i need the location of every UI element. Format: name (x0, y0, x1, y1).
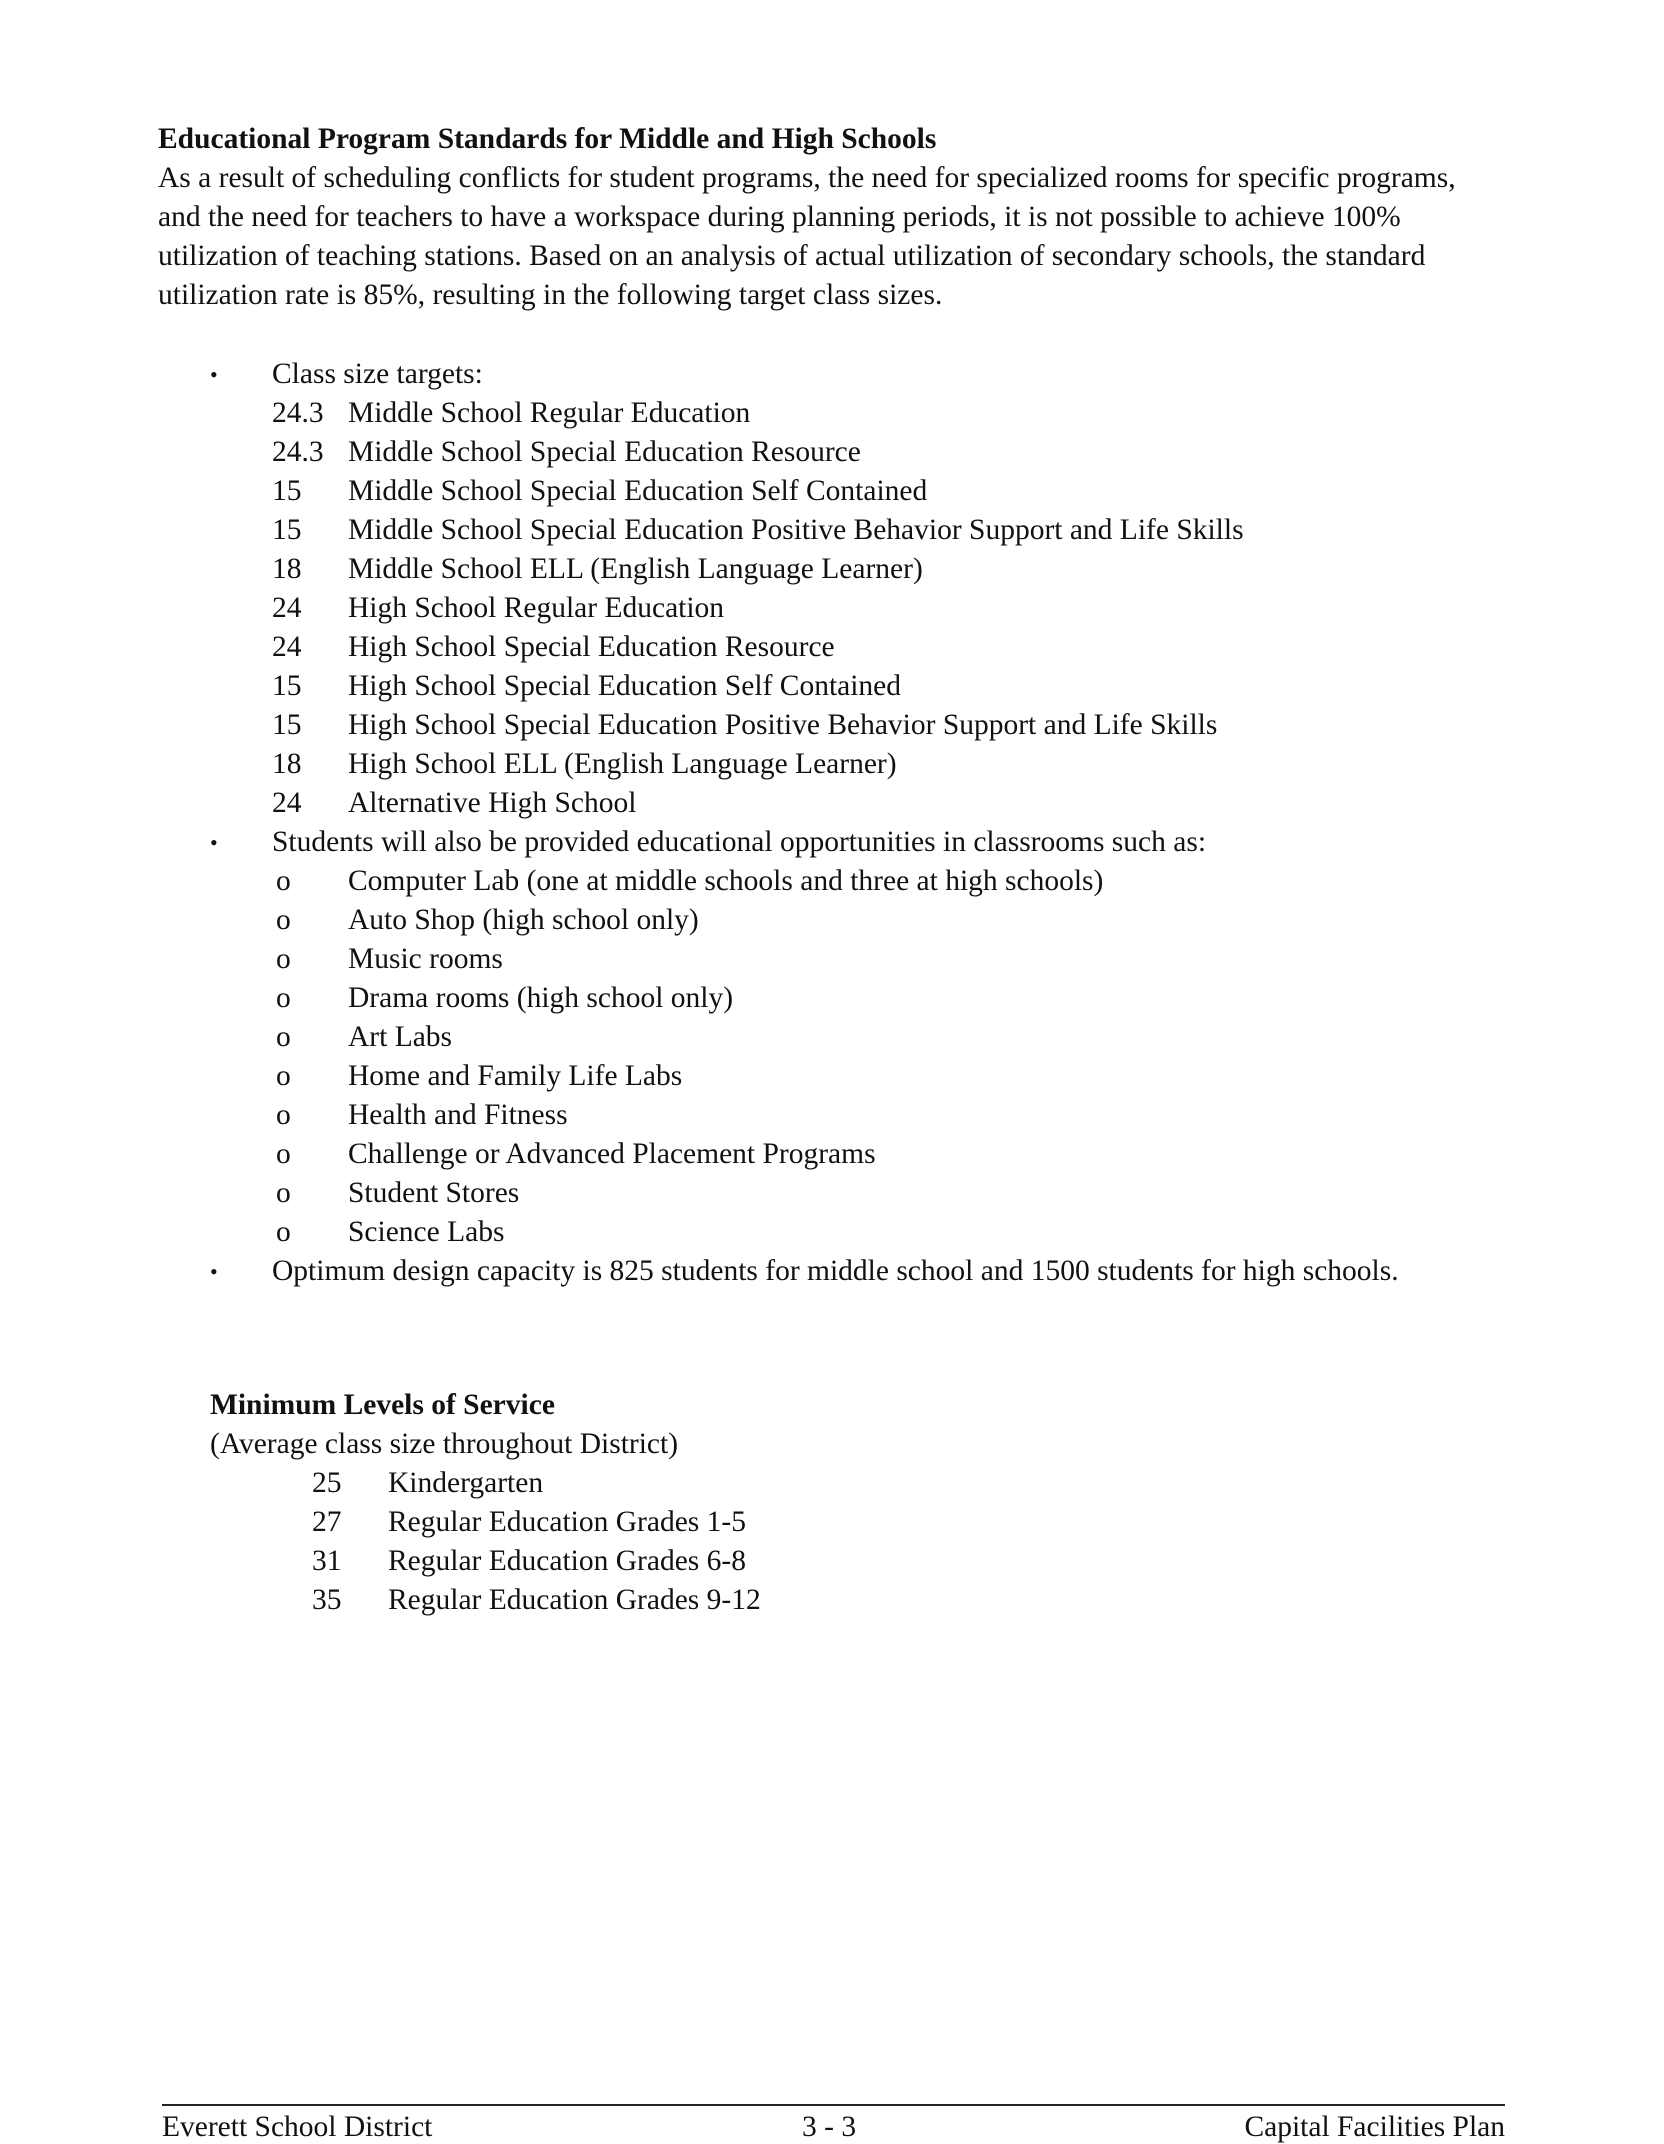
section-heading-program-standards: Educational Program Standards for Middle and High Schools (158, 123, 937, 155)
target-row (272, 706, 1498, 745)
classroom-label: Drama rooms (high school only) (348, 982, 734, 1014)
target-label: Middle School Regular Education (348, 397, 751, 429)
classroom-label: Health and Fitness (348, 1099, 568, 1131)
bullet-text: Students will also be provided educational opportunities in classrooms such as: (272, 826, 1207, 858)
service-number: 35 (312, 1584, 342, 1616)
target-row (272, 472, 1498, 511)
classroom-label: Student Stores (348, 1177, 520, 1209)
target-number: 24.3 (272, 397, 324, 429)
bullet-classrooms (158, 823, 1498, 1252)
target-number: 24 (272, 592, 302, 624)
sub-bullet-marker: o (276, 1099, 291, 1131)
target-number: 15 (272, 514, 302, 546)
target-label: Middle School ELL (English Language Learner) (348, 553, 923, 585)
target-number: 24 (272, 631, 302, 663)
section-subheading: (Average class size throughout District) (210, 1428, 679, 1460)
service-level-list (210, 1464, 1498, 1620)
classroom-label: Home and Family Life Labs (348, 1060, 683, 1092)
bullet-text: Optimum design capacity is 825 students for middle school and 1500 students for high schools. (272, 1255, 1399, 1287)
target-number: 18 (272, 748, 302, 780)
target-number: 24.3 (272, 436, 324, 468)
class-size-target-list (272, 394, 1498, 823)
list-item (272, 901, 1498, 940)
list-item (272, 1018, 1498, 1057)
list-item (312, 1581, 1498, 1620)
target-label: Middle School Special Education Positive Behavior Support and Life Skills (348, 514, 1244, 546)
service-label: Regular Education Grades 1-5 (388, 1506, 746, 1538)
classroom-label: Computer Lab (one at middle schools and three at high schools) (348, 865, 1104, 897)
bullet-list (158, 355, 1498, 1291)
list-item (312, 1542, 1498, 1581)
target-label: Middle School Special Education Resource (348, 436, 861, 468)
sub-bullet-marker: o (276, 1216, 291, 1248)
target-label: High School Regular Education (348, 592, 725, 624)
sub-bullet-marker: o (276, 943, 291, 975)
intro-paragraph: As a result of scheduling conflicts for student programs, the need for specialized rooms for specific programs, and the need for teachers to have a workspace during planning periods, it is not possible to achieve 100% utilization of teaching stations. Based on an analysis of actual utilization of secondary schools, the standard utilization rate is 85%, resulting in the following target class sizes. (158, 162, 1456, 311)
list-item (312, 1503, 1498, 1542)
service-number: 31 (312, 1545, 342, 1577)
target-row (272, 433, 1498, 472)
classroom-list (272, 862, 1498, 1252)
page-footer (162, 2104, 1505, 2144)
target-label: High School ELL (English Language Learner) (348, 748, 897, 780)
sub-bullet-marker: o (276, 904, 291, 936)
target-row (272, 589, 1498, 628)
target-number: 15 (272, 709, 302, 741)
list-item (272, 1057, 1498, 1096)
page-number: 3 - 3 (802, 2111, 857, 2143)
target-number: 18 (272, 553, 302, 585)
sub-bullet-marker: o (276, 865, 291, 897)
target-label: High School Special Education Resource (348, 631, 835, 663)
section-heading-minimum-levels: Minimum Levels of Service (210, 1389, 555, 1421)
target-row (272, 784, 1498, 823)
target-label: Alternative High School (348, 787, 637, 819)
bullet-marker: • (210, 362, 218, 387)
bullet-marker: • (210, 1259, 218, 1284)
page-content (158, 120, 1498, 1620)
service-number: 25 (312, 1467, 342, 1499)
list-item (272, 1096, 1498, 1135)
target-row (272, 550, 1498, 589)
sub-bullet-marker: o (276, 982, 291, 1014)
footer-left: Everett School District (162, 2111, 433, 2143)
service-label: Regular Education Grades 6-8 (388, 1545, 746, 1577)
target-number: 24 (272, 787, 302, 819)
target-row (272, 394, 1498, 433)
target-row (272, 667, 1498, 706)
sub-bullet-marker: o (276, 1060, 291, 1092)
sub-bullet-marker: o (276, 1138, 291, 1170)
classroom-label: Art Labs (348, 1021, 453, 1053)
list-item (272, 940, 1498, 979)
list-item (272, 1135, 1498, 1174)
list-item (272, 1174, 1498, 1213)
target-row (272, 511, 1498, 550)
classroom-label: Auto Shop (high school only) (348, 904, 699, 936)
target-label: High School Special Education Positive Behavior Support and Life Skills (348, 709, 1218, 741)
classroom-label: Science Labs (348, 1216, 505, 1248)
service-label: Regular Education Grades 9-12 (388, 1584, 761, 1616)
classroom-label: Music rooms (348, 943, 503, 975)
list-item (312, 1464, 1498, 1503)
bullet-design-capacity (158, 1252, 1498, 1291)
bullet-class-size-targets (158, 355, 1498, 823)
sub-bullet-marker: o (276, 1021, 291, 1053)
service-label: Kindergarten (388, 1467, 544, 1499)
target-label: High School Special Education Self Contained (348, 670, 902, 702)
service-number: 27 (312, 1506, 342, 1538)
minimum-levels-section (158, 1386, 1498, 1620)
bullet-text: Class size targets: (272, 358, 483, 390)
bullet-marker: • (210, 830, 218, 855)
target-row (272, 745, 1498, 784)
target-number: 15 (272, 475, 302, 507)
target-number: 15 (272, 670, 302, 702)
list-item (272, 862, 1498, 901)
classroom-label: Challenge or Advanced Placement Programs (348, 1138, 876, 1170)
sub-bullet-marker: o (276, 1177, 291, 1209)
list-item (272, 1213, 1498, 1252)
target-label: Middle School Special Education Self Contained (348, 475, 928, 507)
list-item (272, 979, 1498, 1018)
target-row (272, 628, 1498, 667)
footer-right: Capital Facilities Plan (1244, 2111, 1505, 2143)
